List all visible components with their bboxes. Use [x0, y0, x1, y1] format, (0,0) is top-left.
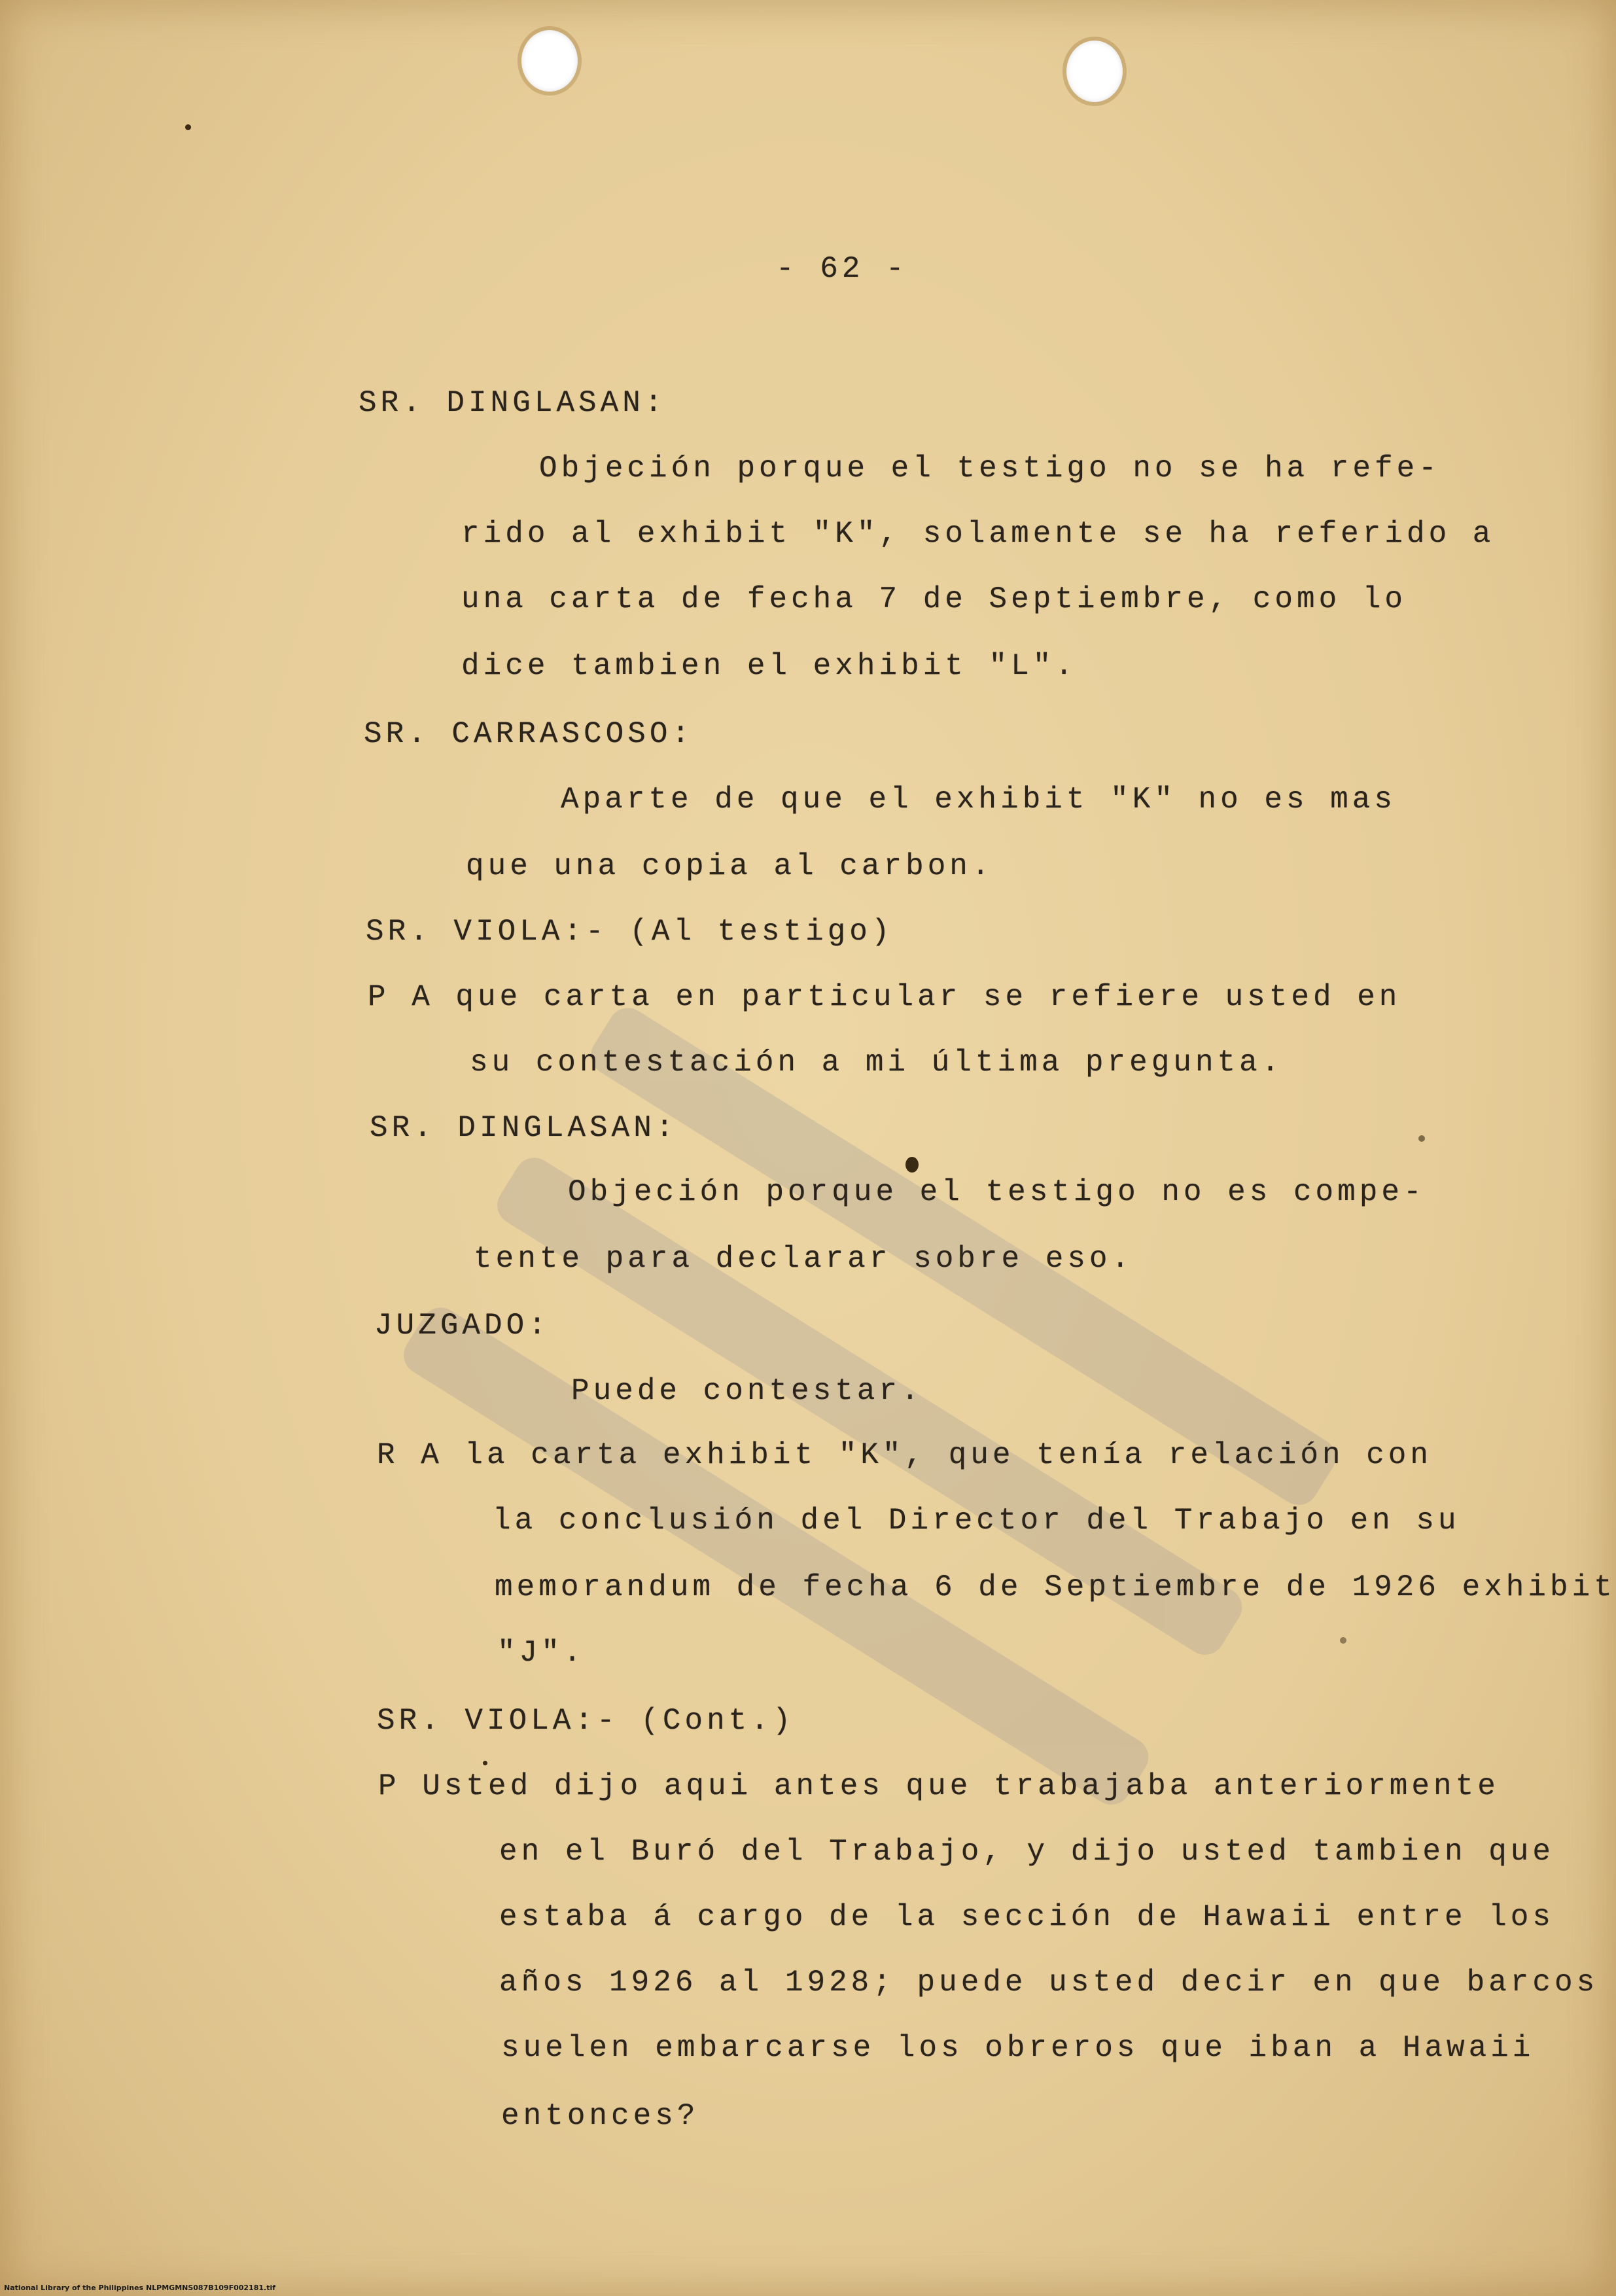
speaker-heading: SR. DINGLASAN: [359, 386, 667, 420]
text-line: la conclusión del Director del Trabajo en su [493, 1504, 1460, 1538]
text-line: que una copia al carbon. [466, 849, 994, 883]
ink-speck [1340, 1637, 1346, 1644]
text-line: tente para declarar sobre eso. [474, 1242, 1134, 1276]
text-line: estaba á cargo de la sección de Hawaii entre los [499, 1900, 1555, 1934]
text-line: Puede contestar. [571, 1374, 923, 1408]
speaker-heading: SR. CARRASCOSO: [364, 717, 694, 751]
ink-speck [483, 1761, 487, 1765]
text-line: años 1926 al 1928; puede usted decir en que barcos [499, 1966, 1599, 2000]
ink-speck [905, 1157, 919, 1173]
text-line: "J". [497, 1636, 586, 1670]
speaker-heading: JUZGADO: [374, 1309, 550, 1343]
question-line: P Usted dijo aqui antes que trabajaba anteriormente [378, 1769, 1500, 1803]
speaker-heading: SR. VIOLA:- (Cont.) [377, 1704, 795, 1738]
text-line: Aparte de que el exhibit "K" no es mas [561, 783, 1396, 817]
text-line: una carta de fecha 7 de Septiembre, como lo [461, 582, 1407, 616]
punch-hole-right [1066, 41, 1123, 102]
text-line: entonces? [501, 2099, 699, 2133]
punch-hole-left [521, 30, 578, 92]
text-line: Objeción porque el testigo no se ha refe- [539, 451, 1441, 486]
ink-speck [1418, 1135, 1425, 1142]
text-line: su contestación a mi última pregunta. [470, 1046, 1284, 1080]
speaker-heading: SR. DINGLASAN: [370, 1111, 678, 1145]
text-line: dice tambien el exhibit "L". [461, 649, 1077, 683]
text-line: Objeción porque el testigo no es compe- [568, 1175, 1426, 1209]
archive-footer: National Library of the Philippines NLPMGMNS087B109F002181.tif [4, 2284, 276, 2292]
answer-line: R A la carta exhibit "K", que tenía relación con [377, 1438, 1433, 1472]
speaker-heading: SR. VIOLA:- (Al testigo) [366, 915, 894, 949]
text-line: memorandum de fecha 6 de Septiembre de 1926 exhibit [495, 1570, 1616, 1604]
text-line: en el Buró del Trabajo, y dijo usted tambien que [499, 1835, 1555, 1869]
ink-speck [185, 124, 191, 130]
question-line: P A que carta en particular se refiere usted en [368, 980, 1401, 1014]
page-number: - 62 - [776, 252, 908, 286]
text-line: rido al exhibit "K", solamente se ha referido a [461, 517, 1495, 551]
text-line: suelen embarcarse los obreros que iban a Hawaii [501, 2031, 1535, 2065]
